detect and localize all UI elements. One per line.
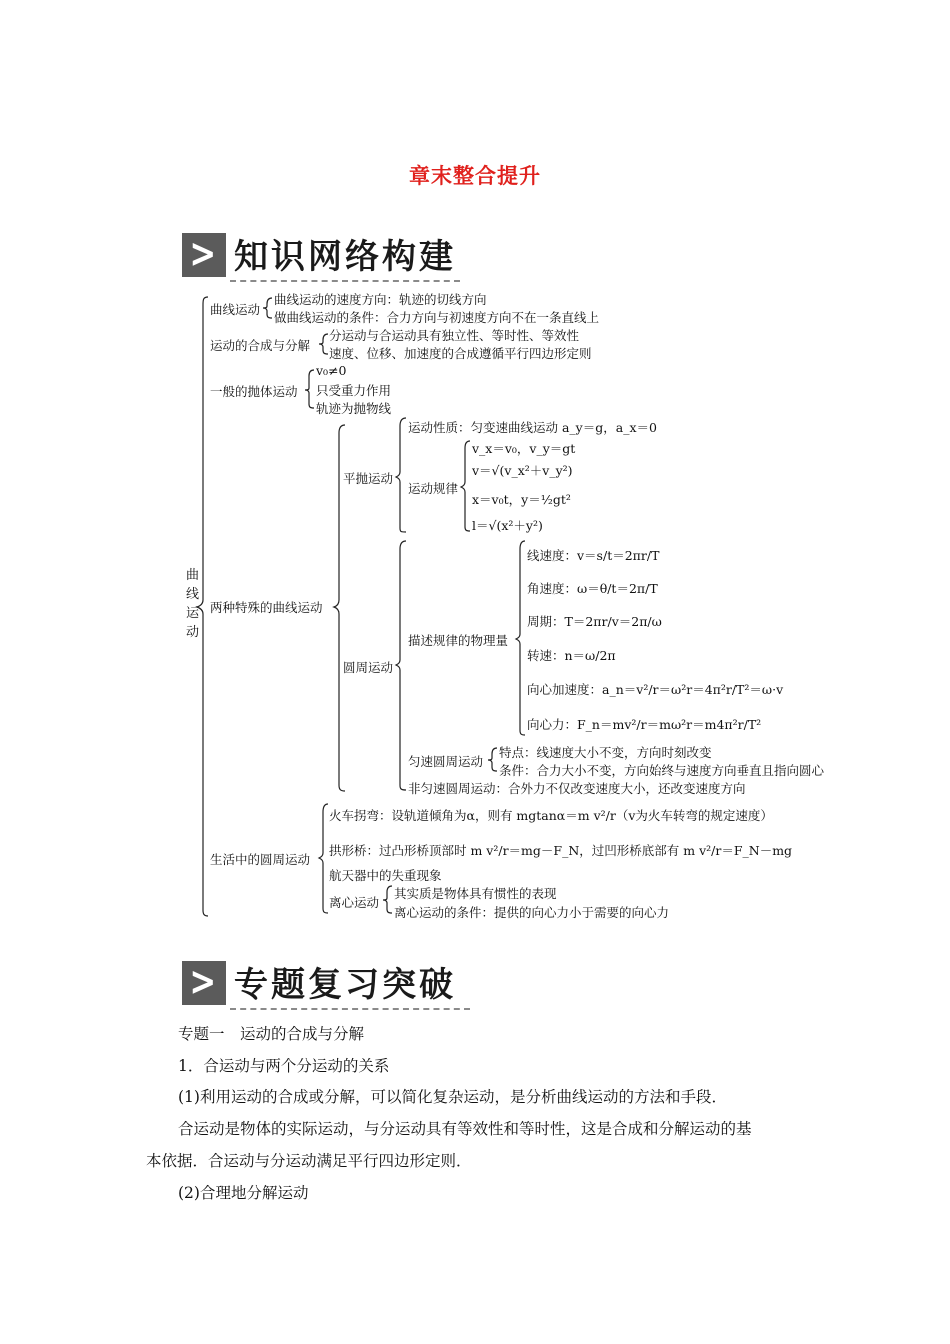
paragraph: 合运动是物体的实际运动，与分运动具有等效性和等时性，这是合成和分解运动的基 — [178, 1120, 752, 1138]
proj-item: 轨迹为抛物线 — [316, 401, 392, 416]
centri-item: 离心运动的条件：提供的向心力小于需要的向心力 — [394, 905, 670, 920]
arrow-icon: > — [182, 233, 226, 277]
node-two-special: 两种特殊的曲线运动 — [210, 600, 323, 615]
node-uniform: 匀速圆周运动 — [408, 754, 484, 769]
node-composition: 运动的合成与分解 — [210, 338, 311, 353]
desc-item: 向心力：F_n＝mv²/r＝mω²r＝m4π²r/T² — [527, 717, 762, 732]
life-item: 火车拐弯：设轨道倾角为α，则有 mgtanα＝m v²/r（v为火车转弯的规定速度） — [329, 808, 773, 823]
paragraph: (1)利用运动的合成或分解，可以简化复杂运动，是分析曲线运动的方法和手段． — [178, 1088, 727, 1106]
node-curve-motion: 曲线运动 — [210, 302, 261, 317]
paragraph: 1．合运动与两个分运动的关系 — [178, 1057, 390, 1075]
desc-item: 周期：T＝2πr/v＝2π/ω — [527, 614, 662, 629]
node-centrifugal: 离心运动 — [329, 895, 380, 910]
node-circular: 圆周运动 — [343, 660, 394, 675]
centri-item: 其实质是物体具有惯性的表现 — [394, 886, 557, 901]
arrow-icon: > — [182, 961, 226, 1005]
paragraph: (2)合理地分解运动 — [178, 1184, 309, 1202]
flat-law-item: v_x＝v₀，v_y＝gt — [472, 441, 576, 456]
banner-title: 知识网络构建 — [234, 237, 456, 277]
topic-heading: 专题一 运动的合成与分解 — [178, 1025, 365, 1043]
paragraph: 本依据．合运动与分运动满足平行四边形定则． — [146, 1152, 472, 1170]
node-projectile: 一般的抛体运动 — [210, 384, 298, 399]
banner-title: 专题复习突破 — [234, 965, 456, 1005]
node-nonuniform: 非匀速圆周运动：合外力不仅改变速度大小，还改变速度方向 — [408, 781, 746, 796]
uniform-item: 条件：合力大小不变，方向始终与速度方向垂直且指向圆心 — [499, 763, 825, 778]
curve-item: 做曲线运动的条件：合力方向与初速度方向不在一条直线上 — [274, 310, 600, 325]
flat-law: 运动规律 — [408, 481, 459, 496]
life-item: 航天器中的失重现象 — [329, 868, 442, 883]
page-title: 章末整合提升 — [409, 163, 541, 188]
flat-law-item: l＝√(x²＋y²) — [472, 518, 543, 533]
flat-law-item: v＝√(v_x²＋v_y²) — [472, 463, 573, 478]
proj-item: 只受重力作用 — [316, 383, 392, 398]
flat-law-item: x＝v₀t，y＝½gt² — [472, 492, 571, 507]
node-describe: 描述规律的物理量 — [408, 633, 509, 648]
comp-item: 分运动与合运动具有独立性、等时性、等效性 — [329, 328, 580, 343]
node-flat-projectile: 平抛运动 — [343, 471, 394, 486]
flat-nature: 运动性质：匀变速曲线运动 a_y＝g，a_x＝0 — [408, 420, 657, 435]
desc-item: 角速度：ω＝θ/t＝2π/T — [527, 581, 658, 596]
desc-item: 向心加速度：a_n＝v²/r＝ω²r＝4π²r/T²＝ω·v — [527, 682, 784, 697]
curve-item: 曲线运动的速度方向：轨迹的切线方向 — [274, 292, 487, 307]
desc-item: 转速：n＝ω/2π — [527, 648, 616, 663]
proj-item: v₀≠0 — [316, 363, 347, 378]
desc-item: 线速度：v＝s/t＝2πr/T — [527, 548, 660, 563]
divider — [230, 1008, 470, 1010]
node-life: 生活中的圆周运动 — [210, 852, 311, 867]
topic-review-banner — [182, 961, 470, 1007]
uniform-item: 特点：线速度大小不变，方向时刻改变 — [499, 745, 712, 760]
root-label: 曲线运动 — [186, 568, 200, 640]
comp-item: 速度、位移、加速度的合成遵循平行四边形定则 — [329, 346, 592, 361]
life-item: 拱形桥：过凸形桥顶部时 m v²/r＝mg－F_N，过凹形桥底部有 m v²/r＝F_N－mg — [329, 843, 793, 858]
